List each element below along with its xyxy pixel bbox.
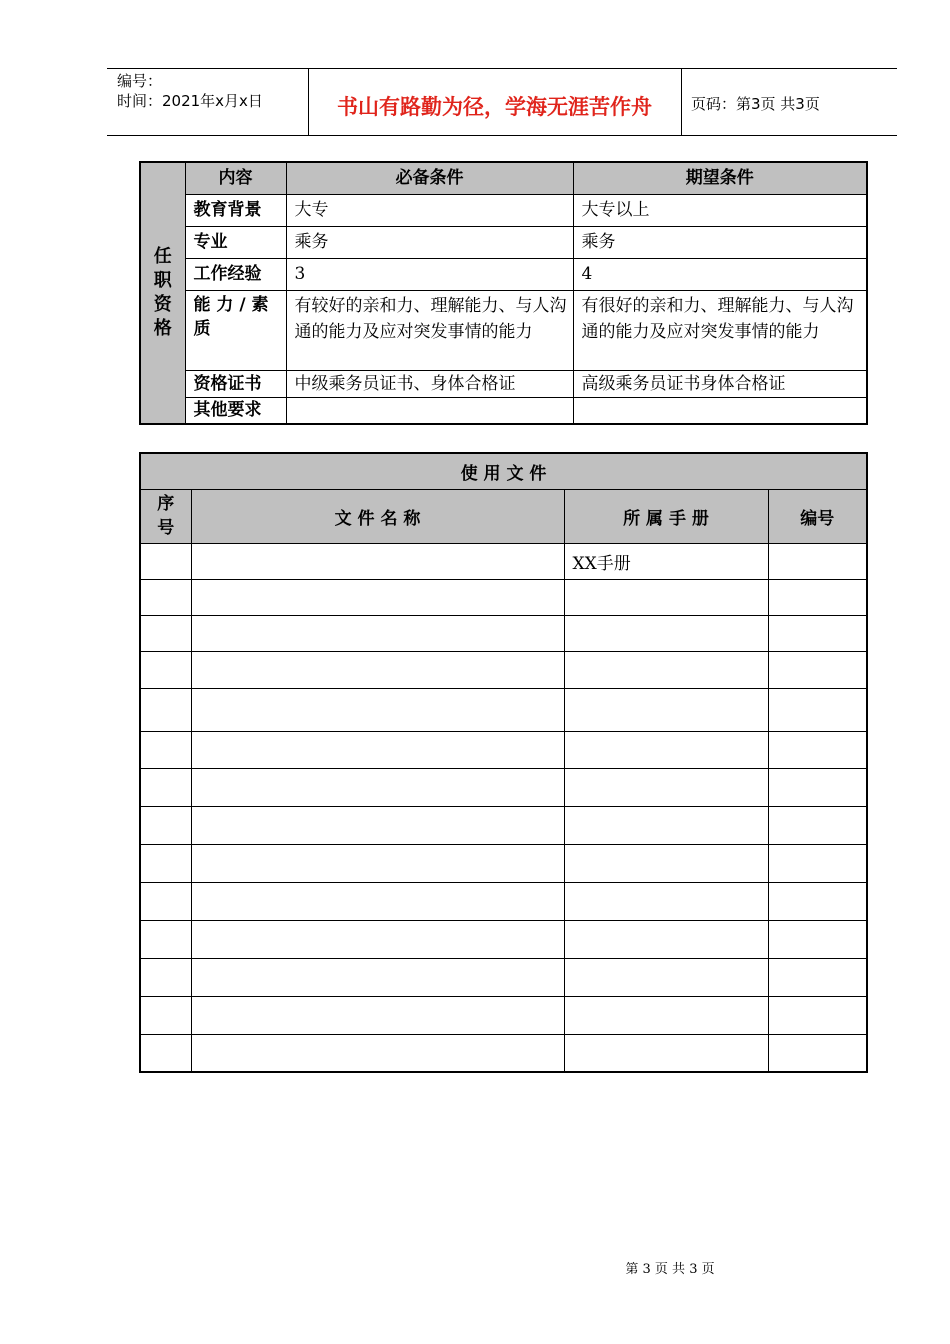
item-label: 其他要求 [185, 397, 286, 424]
row-number [140, 543, 191, 579]
table-row [140, 397, 867, 424]
item-label: 能 力 / 素质 [185, 290, 286, 370]
item-label: 教育背景 [185, 194, 286, 226]
row-number [140, 996, 191, 1034]
expected-value: 有很好的亲和力、理解能力、与人沟通的能力及应对突发事情的能力 [573, 290, 867, 370]
required-value: 中级乘务员证书、身体合格证 [286, 370, 573, 397]
required-value [286, 397, 573, 424]
table-row [140, 615, 867, 651]
row-number [140, 688, 191, 731]
table-row [140, 1034, 867, 1072]
table-row [140, 290, 867, 370]
row-number [140, 806, 191, 844]
qualifications-section-label: 任 职 资 格 [140, 162, 185, 424]
footer-page-number: 第 3 页 共 3 页 [625, 1262, 715, 1277]
document-code [768, 806, 867, 844]
expected-value: 乘务 [573, 226, 867, 258]
manual-name [564, 1034, 768, 1072]
manual-name: XX手册 [564, 543, 768, 579]
document-code [768, 543, 867, 579]
row-number [140, 768, 191, 806]
document-code [768, 731, 867, 768]
manual-name [564, 768, 768, 806]
manual-name [564, 844, 768, 882]
item-label: 工作经验 [185, 258, 286, 290]
column-header-name: 文 件 名 称 [191, 489, 564, 543]
manual-name [564, 806, 768, 844]
expected-value [573, 397, 867, 424]
required-value: 3 [286, 258, 573, 290]
document-name [191, 768, 564, 806]
document-code [768, 920, 867, 958]
document-name [191, 688, 564, 731]
document-code [768, 1034, 867, 1072]
table-row [140, 194, 867, 226]
column-header-required: 必备条件 [286, 162, 573, 194]
qualifications-table [139, 161, 868, 425]
row-number [140, 615, 191, 651]
row-number [140, 1034, 191, 1072]
expected-value: 大专以上 [573, 194, 867, 226]
manual-name [564, 882, 768, 920]
manual-name [564, 996, 768, 1034]
table-row [140, 226, 867, 258]
document-name [191, 579, 564, 615]
row-number [140, 882, 191, 920]
document-name [191, 958, 564, 996]
required-value: 有较好的亲和力、理解能力、与人沟通的能力及应对突发事情的能力 [286, 290, 573, 370]
document-code [768, 882, 867, 920]
row-number [140, 731, 191, 768]
table-row [140, 844, 867, 882]
table-row [140, 958, 867, 996]
document-name [191, 615, 564, 651]
document-code [768, 688, 867, 731]
header-top-rule [107, 68, 897, 69]
column-header-manual: 所 属 手 册 [564, 489, 768, 543]
column-header-code: 编号 [768, 489, 867, 543]
manual-name [564, 579, 768, 615]
document-code [768, 768, 867, 806]
documents-table [139, 452, 868, 1073]
table-row [140, 688, 867, 731]
column-header-number: 序号 [140, 489, 191, 543]
table-row [140, 768, 867, 806]
manual-name [564, 615, 768, 651]
table-row [140, 370, 867, 397]
table-row [140, 579, 867, 615]
table-row [140, 258, 867, 290]
date-text: 时间：2021年x月x日 [117, 92, 263, 110]
required-value: 乘务 [286, 226, 573, 258]
row-number [140, 844, 191, 882]
code-label: 编号： [117, 72, 163, 90]
document-name [191, 996, 564, 1034]
table-row [140, 882, 867, 920]
header-page-number: 页码：第3页 共3页 [691, 95, 820, 113]
table-row [140, 920, 867, 958]
manual-name [564, 688, 768, 731]
header-divider [681, 68, 682, 135]
document-code [768, 651, 867, 688]
document-name [191, 920, 564, 958]
document-code [768, 844, 867, 882]
document-name [191, 806, 564, 844]
header-motto: 书山有路勤为径，学海无涯苦作舟 [337, 95, 652, 119]
manual-name [564, 731, 768, 768]
row-number [140, 579, 191, 615]
required-value: 大专 [286, 194, 573, 226]
document-code [768, 996, 867, 1034]
manual-name [564, 958, 768, 996]
document-name [191, 651, 564, 688]
header-bottom-rule [107, 135, 897, 136]
row-number [140, 958, 191, 996]
item-label: 专业 [185, 226, 286, 258]
document-name [191, 844, 564, 882]
item-label: 资格证书 [185, 370, 286, 397]
footer [0, 1258, 950, 1277]
document-code [768, 615, 867, 651]
table-row [140, 651, 867, 688]
documents-title: 使 用 文 件 [140, 453, 867, 489]
table-row [140, 543, 867, 579]
expected-value: 高级乘务员证书身体合格证 [573, 370, 867, 397]
table-row [140, 996, 867, 1034]
manual-name [564, 920, 768, 958]
document-name [191, 731, 564, 768]
column-header-expected: 期望条件 [573, 162, 867, 194]
row-number [140, 920, 191, 958]
manual-name [564, 651, 768, 688]
document-name [191, 882, 564, 920]
column-header-content: 内容 [185, 162, 286, 194]
document-name [191, 1034, 564, 1072]
table-row [140, 806, 867, 844]
row-number [140, 651, 191, 688]
document-code [768, 958, 867, 996]
expected-value: 4 [573, 258, 867, 290]
document-name [191, 543, 564, 579]
table-row [140, 731, 867, 768]
document-code [768, 579, 867, 615]
header-meta [117, 71, 263, 111]
